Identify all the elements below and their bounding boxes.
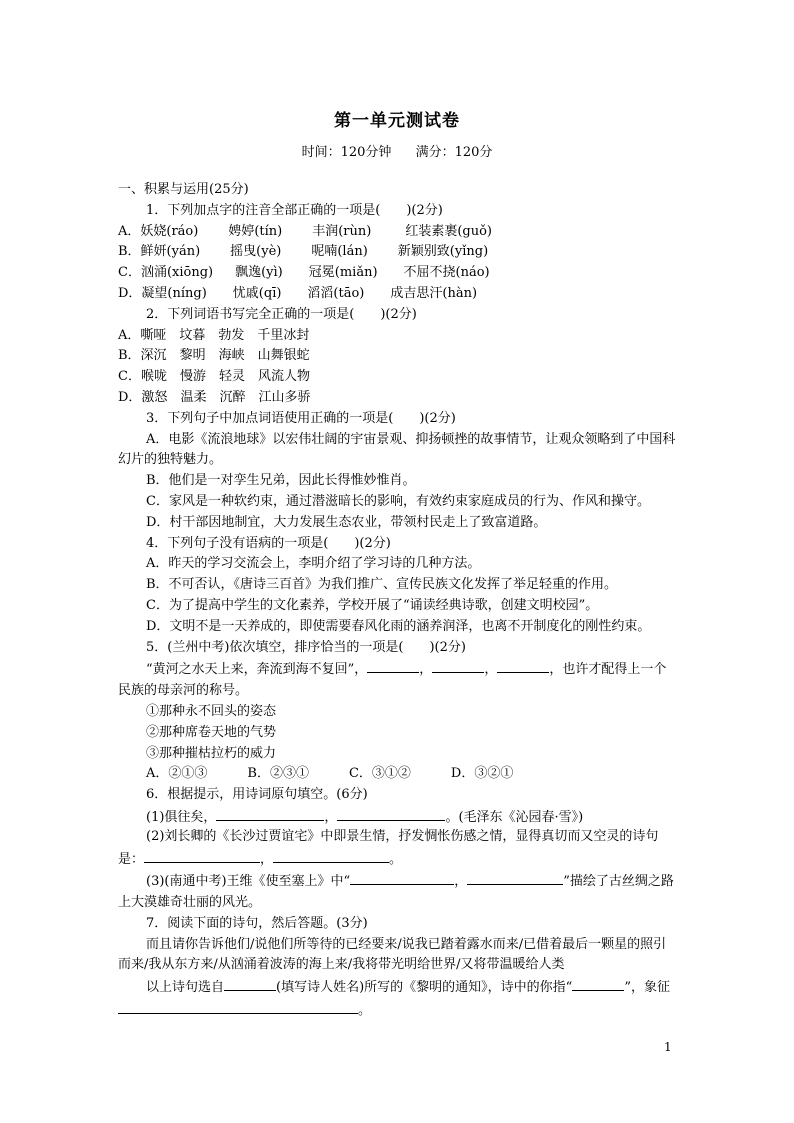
section-heading: 一、积累与运用(25分) bbox=[118, 182, 249, 197]
answer-blank[interactable] bbox=[118, 999, 358, 1014]
question-4-option-c: C．为了提高中学生的文化素养，学校开展了“诵读经典诗歌，创建文明校园”。 bbox=[146, 597, 599, 613]
question-5-options: A．②①③ B．②③① C．③①② D．③②① bbox=[146, 766, 514, 782]
question-1-option-b: B．鲜妍(yán) 摇曳(yè) 呢喃(lán) 新颖别致(yǐng) bbox=[118, 244, 489, 260]
question-3-stem: 3．下列句子中加点词语使用正确的一项是( )(2分) bbox=[146, 410, 456, 426]
question-3-option-d: D．村干部因地制宜，大力发展生态农业，带领村民走上了致富道路。 bbox=[146, 514, 547, 530]
question-4-option-d: D．文明不是一天养成的，即使需要春风化雨的涵养润泽，也离不开制度化的刚性约束。 bbox=[146, 618, 651, 634]
question-6-item-3: (3)(南通中考)王维《使至塞上》中“ ， ”描绘了古丝绸之路上大漠雄奇壮丽的风光。 bbox=[118, 870, 678, 914]
answer-blank[interactable] bbox=[350, 870, 454, 885]
answer-blank[interactable] bbox=[216, 806, 324, 821]
question-7-poem: 而且请你告诉他们/说他们所等待的已经要来/说我已踏着露水而来/已借着最后一颗星的照引而来/我从东方来/从汹涌着波涛的海上来/我将带光明给世界/又将带温暖给人类 bbox=[118, 936, 667, 973]
question-4-option-a: A．昨天的学习交流会上，李明介绍了学习诗的几种方法。 bbox=[146, 556, 481, 572]
question-4-option-b: B．不可否认，《唐诗三百首》为我们推广、宣传民族文化发挥了举足轻重的作用。 bbox=[146, 577, 618, 593]
question-5-item-3: ③那种摧枯拉朽的威力 bbox=[146, 745, 277, 761]
answer-blank[interactable] bbox=[224, 976, 276, 991]
page-title: 第一单元测试卷 bbox=[334, 111, 460, 131]
question-3-option-c: C．家风是一种软约束，通过潜滋暗长的影响，有效约束家庭成员的行为、作风和操守。 bbox=[146, 493, 650, 509]
question-1-option-a: A．妖娆(ráo) 娉婷(tín) 丰润(rùn) 红装素裹(guǒ) bbox=[118, 223, 493, 239]
answer-blank[interactable] bbox=[337, 806, 445, 821]
exam-body bbox=[118, 180, 678, 1022]
answer-blank[interactable] bbox=[572, 976, 624, 991]
question-1-option-d: D．凝望(níng) 忧戚(qī) 滔滔(tāo) 成吉思汗(hàn) bbox=[118, 285, 478, 301]
question-6-item-2: (2)刘长卿的《长沙过贾谊宅》中即景生情，抒发惆怅伤感之情，显得真切而又空灵的诗句是： ， 。 bbox=[118, 828, 659, 867]
question-6-stem: 6．根据提示，用诗词原句填空。(6分) bbox=[146, 787, 368, 803]
question-2-option-a: A．嘶哑 坟暮 勃发 千里冰封 bbox=[118, 327, 310, 343]
page-number: 1 bbox=[664, 1040, 672, 1054]
question-5-item-2: ②那种席卷天地的气势 bbox=[146, 724, 277, 740]
answer-blank[interactable] bbox=[497, 658, 549, 673]
exam-info bbox=[0, 141, 794, 160]
question-5-stem: 5．(兰州中考)依次填空，排序恰当的一项是( )(2分) bbox=[146, 639, 466, 655]
question-2-option-d: D．激怒 温柔 沉醉 江山多骄 bbox=[118, 389, 311, 405]
question-2-option-b: B．深沉 黎明 海峡 山舞银蛇 bbox=[118, 348, 310, 364]
full-score: 满分：120分 bbox=[415, 145, 493, 160]
question-4-stem: 4．下列句子没有语病的一项是( )(2分) bbox=[146, 535, 391, 551]
question-2-stem: 2．下列词语书写完全正确的一项是( )(2分) bbox=[146, 306, 417, 322]
question-3-option-a: A．电影《流浪地球》以宏伟壮阔的宇宙景观、抑扬顿挫的故事情节，让观众领略到了中国科幻片的独特魅力。 bbox=[118, 431, 676, 468]
question-5-passage: “黄河之水天上来，奔流到海不复回”， ， ， ，也许才配得上一个民族的母亲河的称号。 bbox=[118, 658, 678, 702]
question-7-prompt: 以上诗句选自 (填写诗人姓名)所写的《黎明的通知》，诗中的你指“ ”，象征。 bbox=[118, 976, 678, 1022]
answer-blank[interactable] bbox=[432, 658, 484, 673]
answer-blank[interactable] bbox=[273, 848, 389, 863]
answer-blank[interactable] bbox=[467, 870, 563, 885]
answer-blank[interactable] bbox=[144, 848, 260, 863]
question-1-stem: 1．下列加点字的注音全部正确的一项是( )(2分) bbox=[146, 202, 443, 218]
answer-blank[interactable] bbox=[367, 658, 419, 673]
time-limit: 时间：120分钟 bbox=[301, 145, 392, 160]
question-7-stem: 7．阅读下面的诗句，然后答题。(3分) bbox=[146, 915, 368, 931]
question-6-item-1: (1)俱往矣， ， 。(毛泽东《沁园春·雪》) bbox=[118, 806, 678, 827]
question-3-option-b: B．他们是一对孪生兄弟，因此长得惟妙惟肖。 bbox=[146, 473, 416, 489]
question-2-option-c: C．喉咙 慢游 轻灵 风流人物 bbox=[118, 369, 310, 385]
question-1-option-c: C．汹涌(xiōng) 飘逸(yì) 冠冕(miǎn) 不屈不挠(náo) bbox=[118, 265, 490, 281]
question-5-item-1: ①那种永不回头的姿态 bbox=[146, 703, 277, 719]
